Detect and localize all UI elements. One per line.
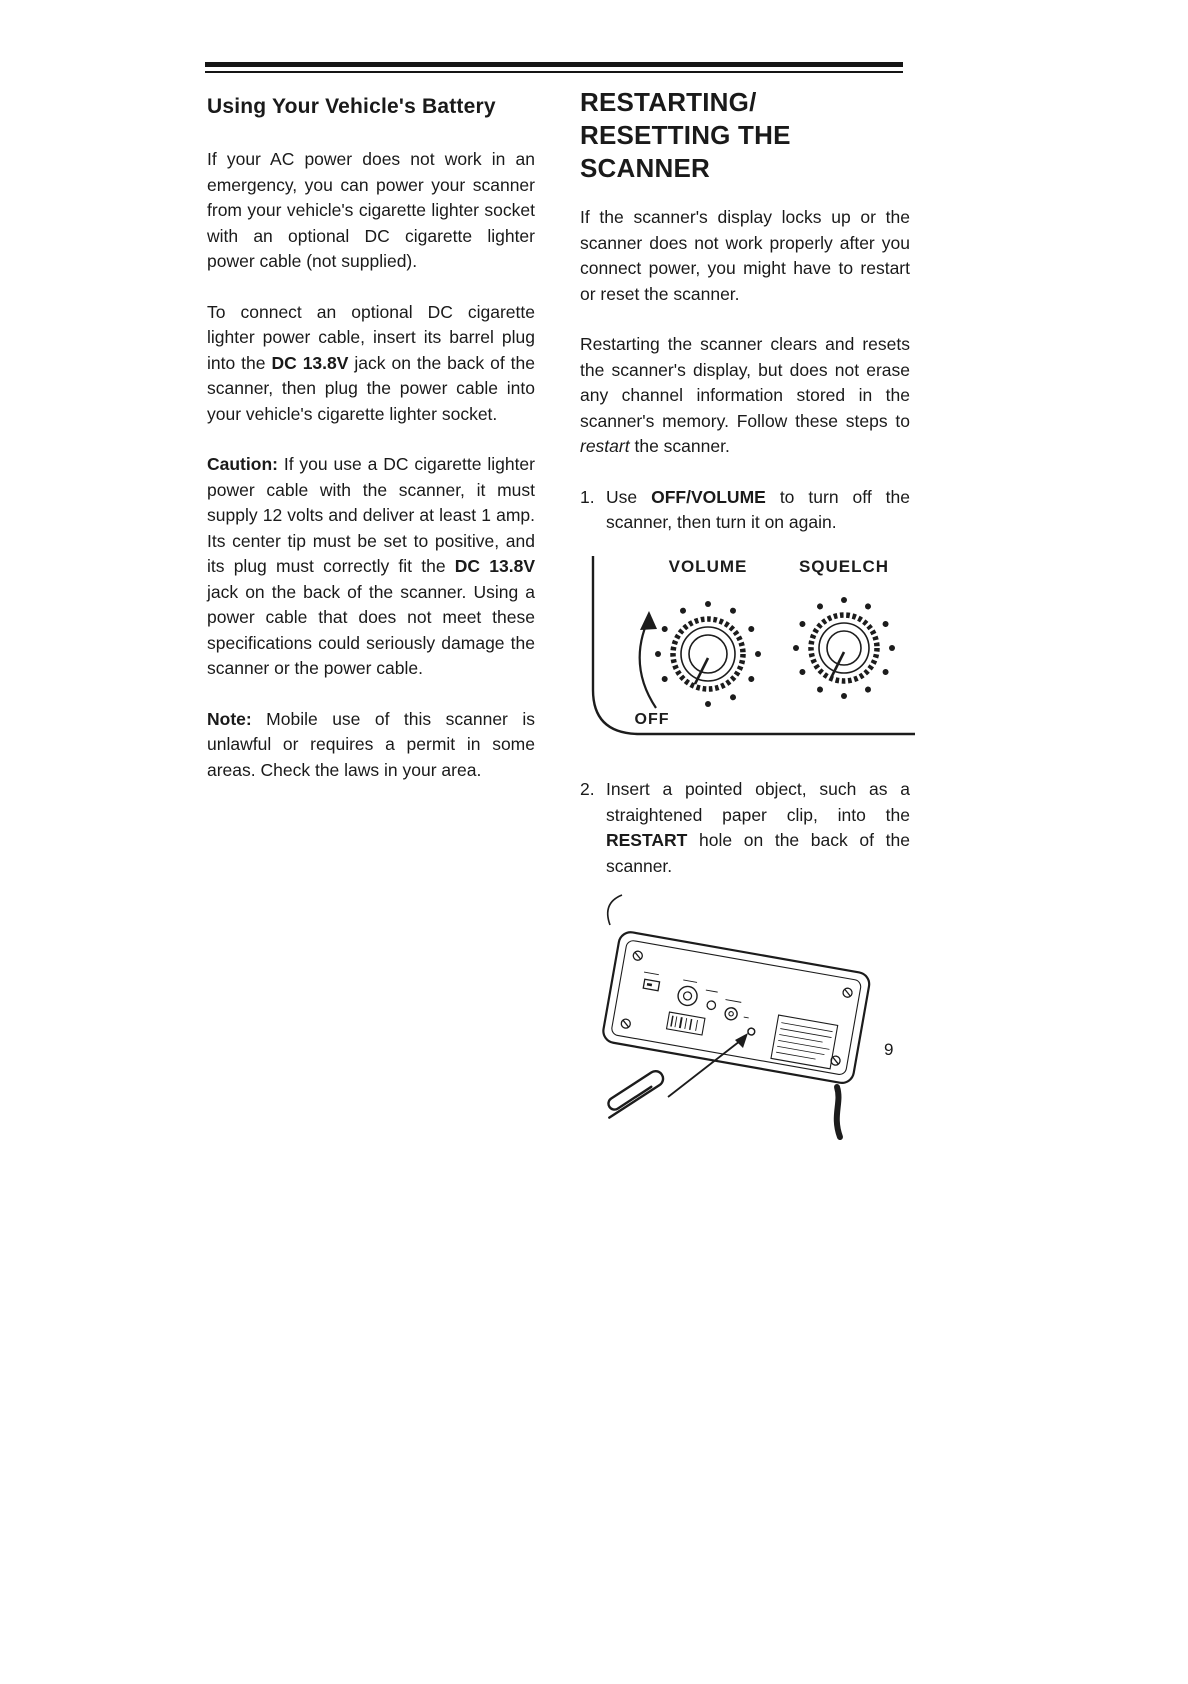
corner-mark [608,895,622,925]
heading-line-1: RESTARTING/ [580,87,757,117]
panel-inner-outline [611,940,862,1076]
volume-knob [655,601,761,707]
screw-icon [621,950,853,1065]
rotate-arrow [640,620,656,708]
rule-thin [205,71,903,73]
dc-jack-icon [722,1000,741,1021]
paragraph-ac-power: If your AC power does not work in an emergency, you can power your scanner from your vehicle's cigarette lighter socket with an optional DC cigarette lighter power cable (not supplied). [207,149,535,271]
restart-hole [747,1028,755,1036]
paragraph-caution: Caution: If you use a DC cigarette lighter power cable with the scanner, it must supply 12 volts and deliver at least 1 amp. Its center tip must be set to positive, and its plug must correctly fit the DC 13.8V jack on the back of the scanner. Using a power cable that does not meet these specifications could seriously damage the scanner or the power cable. [207,454,535,678]
step-2-text: Insert a pointed object, such as a straightened paper clip, into the RESTART hole on the back of the scanner. [606,779,910,876]
knobs-illustration [590,548,915,750]
page-number: 9 [884,1040,894,1059]
heading-line-2: RESETTING THE [580,120,791,150]
rotate-arrow-head [640,611,657,630]
step-2 [580,777,910,879]
squelch-knob [793,597,895,699]
info-label [771,1015,838,1069]
panel-print-marks [702,990,752,1018]
step-1-text: Use OFF/VOLUME to turn off the scanner, then turn it on again. [606,486,910,532]
figure-back-panel [594,891,910,1151]
step-1-number: 1. [580,486,595,507]
squelch-label: SQUELCH [798,556,890,576]
volume-knurled-edge [673,619,743,689]
figure-volume-squelch-knobs [590,548,910,758]
top-double-rule [205,62,903,73]
paragraph-connect-cable: To connect an optional DC cigarette lighter power cable, insert its barrel plug into the DC 13.8V jack on the back of the scanner, then plug the power cable into your vehicle's cigarette lighter socket. [207,301,535,424]
left-column [207,94,535,808]
left-section-heading: Using Your Vehicle's Battery [207,95,496,118]
paragraph-restarting: Restarting the scanner clears and resets the scanner's display, but does not erase any channel information stored in the scanner's memory. Follow these steps to restart the scanner. [580,334,910,456]
rule-thick [205,62,903,67]
insertion-arrow-head [735,1033,748,1048]
volume-label: VOLUME [668,556,748,576]
paragraph-note: Note: Mobile use of this scanner is unlawful or requires a permit in some areas. Check the laws in your area. [207,708,535,780]
antenna-connector-icon [677,980,700,1007]
off-label: OFF [634,710,670,728]
power-switch [641,972,661,991]
paper-clip-icon [601,1068,666,1117]
earphone-jack-icon [706,1000,716,1010]
heading-line-3: SCANNER [580,153,710,183]
barcode-label [667,1012,705,1035]
power-cord [837,1087,840,1137]
paragraph-locks-up: If the scanner's display locks up or the scanner does not work properly after you connect power, you might have to restart or reset the scanner. [580,207,910,304]
step-1 [580,485,910,536]
squelch-knurled-edge [811,615,877,681]
right-section-heading [580,86,910,185]
back-panel-illustration [594,891,904,1143]
step-2-number: 2. [580,779,595,799]
clip-insertion-line [668,1041,740,1097]
right-column [580,86,910,1151]
